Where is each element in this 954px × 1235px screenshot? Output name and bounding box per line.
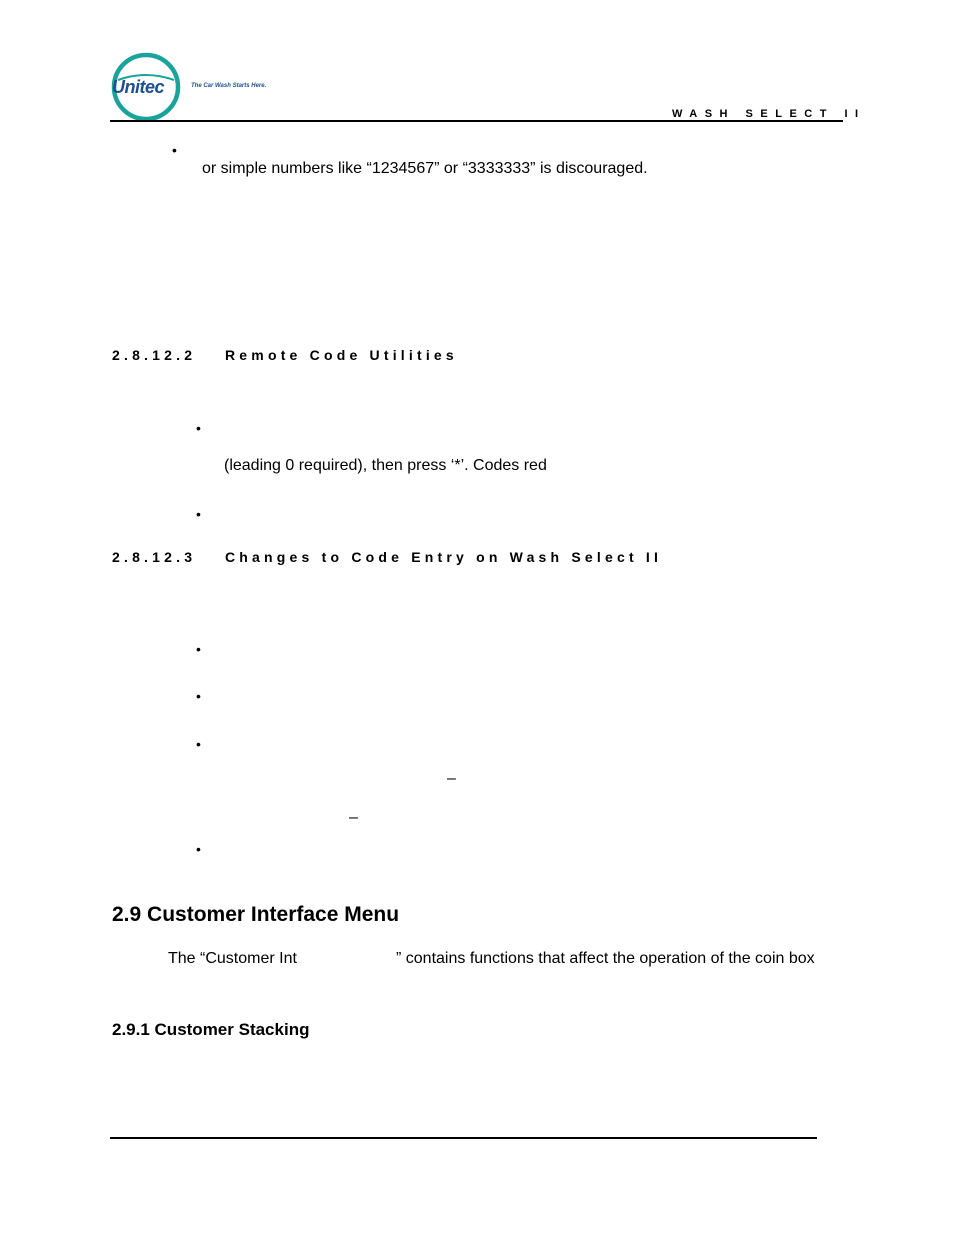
- running-head: WASH SELECT II: [672, 108, 866, 120]
- dash-mark: –: [447, 770, 456, 787]
- header-rule: [110, 120, 843, 122]
- section-title: Remote Code Utilities: [225, 347, 458, 363]
- bullet: •: [196, 641, 201, 657]
- bullet: •: [196, 841, 201, 857]
- subsection-heading: 2.9.1 Customer Stacking: [112, 1020, 310, 1039]
- dash-mark: –: [349, 809, 358, 826]
- section-heading: 2.9 Customer Interface Menu: [112, 903, 400, 926]
- paragraph-line: or simple numbers like “1234567” or “3333333” is discouraged.: [202, 160, 648, 177]
- section-number: 2.8.12.3: [112, 549, 197, 565]
- bullet: •: [196, 506, 201, 522]
- paragraph-line: (leading 0 required), then press ‘*’. Codes red: [224, 457, 547, 474]
- section-number: 2.8.12.2: [112, 347, 197, 363]
- paragraph-line: The “Customer Int: [168, 950, 297, 967]
- section-title: Changes to Code Entry on Wash Select II: [225, 549, 663, 565]
- bullet: •: [196, 420, 201, 436]
- bullet: •: [196, 688, 201, 704]
- paragraph-line: ” contains functions that affect the operation of the coin box: [396, 950, 815, 967]
- bullet: •: [196, 736, 201, 752]
- bullet: •: [172, 142, 177, 158]
- logo-wordmark: Unitec: [112, 77, 165, 97]
- footer-rule: [110, 1137, 817, 1139]
- logo-tagline: The Car Wash Starts Here.: [191, 83, 267, 89]
